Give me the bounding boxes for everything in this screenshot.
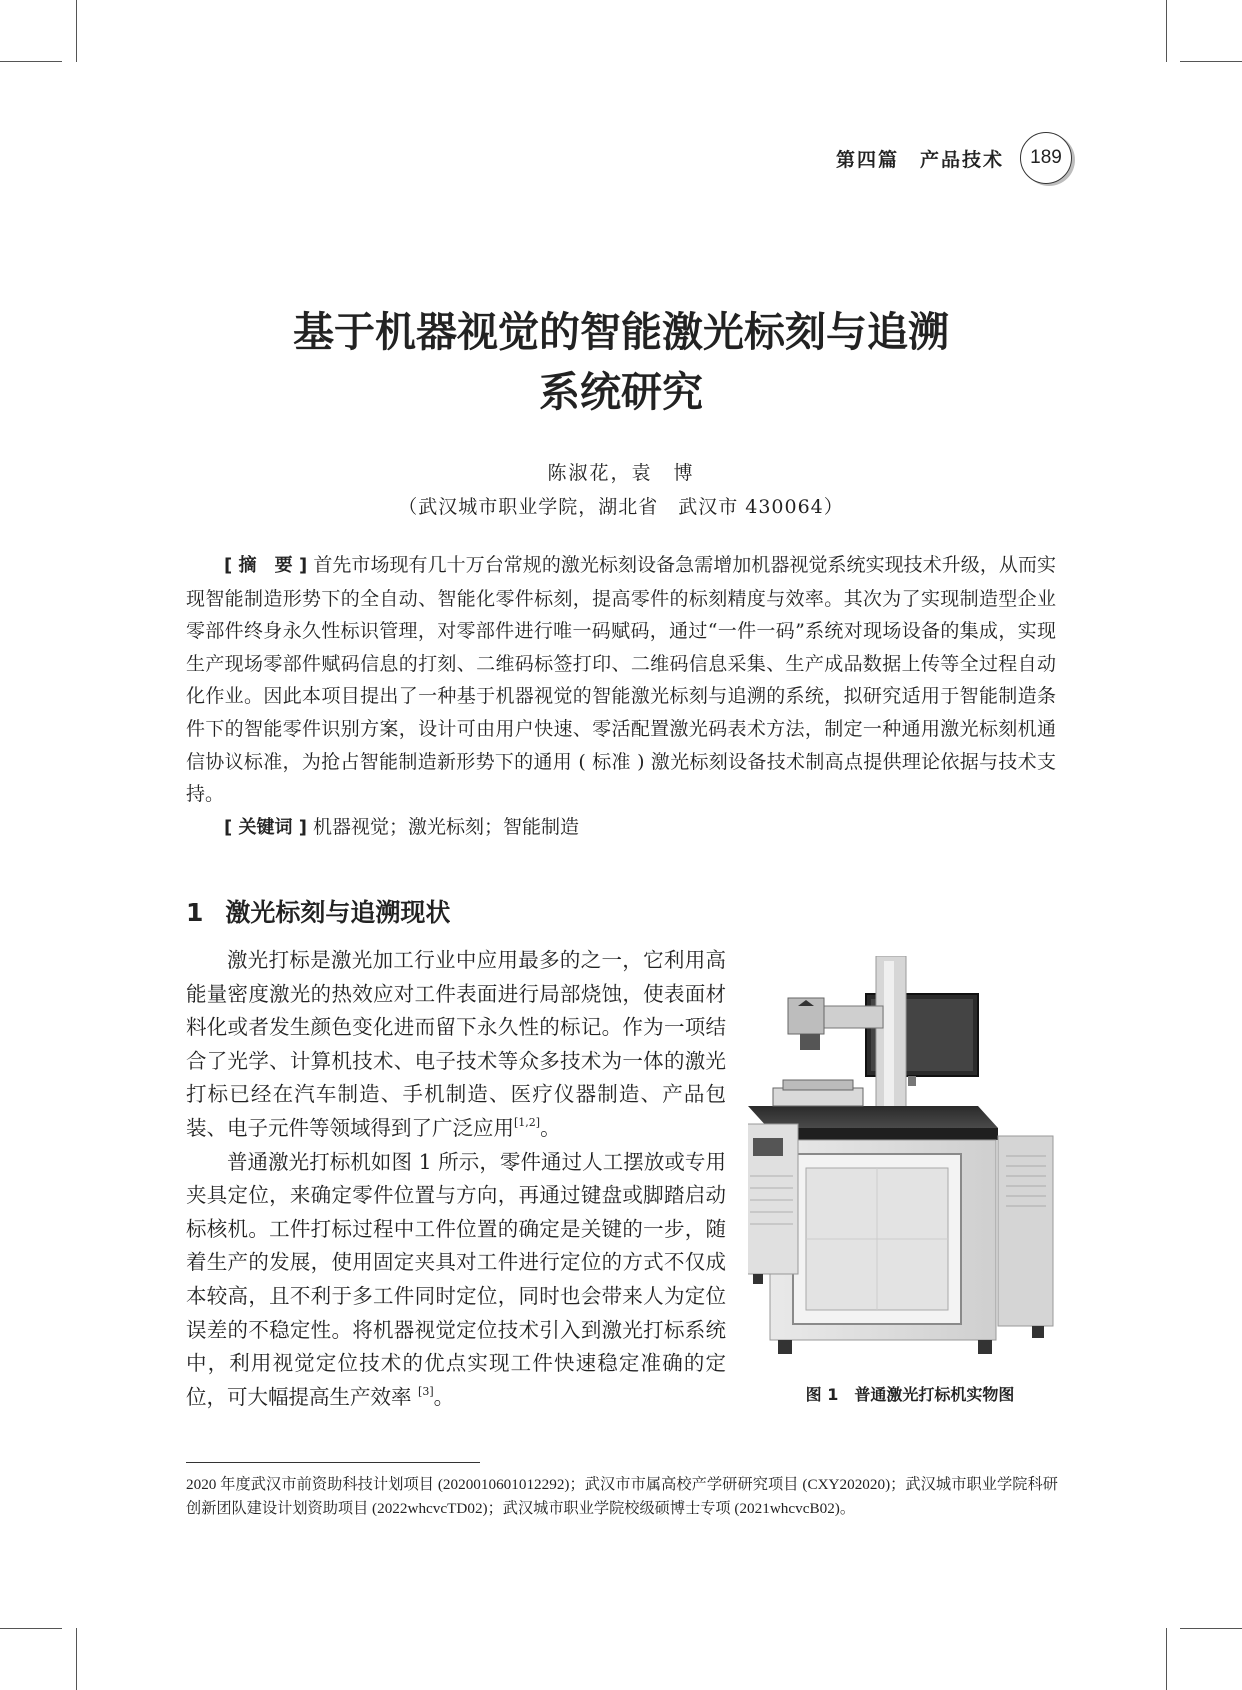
crop-mark bbox=[1180, 61, 1242, 62]
title-line-2: 系统研究 bbox=[539, 368, 703, 416]
abstract-label: [ 摘 要 ] bbox=[224, 555, 308, 576]
paragraph-end: 。 bbox=[540, 1115, 561, 1140]
running-header bbox=[836, 138, 1072, 178]
figure-1-image bbox=[748, 956, 1070, 1366]
authors: 陈淑花，袁 博 bbox=[547, 462, 695, 484]
paragraph-text: 普通激光打标机如图 1 所示，零件通过人工摆放或专用夹具定位，来确定零件位置与方向，再通过键盘或脚踏启动标核机。工件打标过程中工件位置的确定是关键的一步，随着生产的发展，使用固定夹具对工件进行定位的方式不仅成本较高，且不利于多工件同时定位，同时也会带来人为定位误差的不稳定性。将机器视觉定位技术引入到激光打标系统中，利用视觉定位技术的优点实现工件快速稳定准确的定位，可大幅提高生产效率 bbox=[186, 1149, 726, 1409]
abstract bbox=[186, 549, 1056, 844]
section-heading bbox=[186, 893, 450, 929]
section-title: 激光标刻与追溯现状 bbox=[225, 898, 451, 927]
citation: [1,2] bbox=[514, 1115, 541, 1129]
abstract-paragraph bbox=[186, 549, 1056, 811]
body-paragraph-1 bbox=[186, 944, 726, 1146]
paragraph-end: 。 bbox=[433, 1384, 455, 1409]
crop-mark bbox=[76, 0, 77, 62]
laser-marking-machine-illustration bbox=[748, 956, 1070, 1366]
keywords-paragraph bbox=[186, 811, 1056, 845]
paragraph-text: 激光打标是激光加工行业中应用最多的之一，它利用高能量密度激光的热效应对工件表面进行局部烧蚀，使表面材料化或者发生颜色变化进而留下永久性的标记。作为一项结合了光学、计算机技术、电子技术等众多技术为一体的激光打标已经在汽车制造、手机制造、医疗仪器制造、产品包装、电子元件等领域得到了广泛应用 bbox=[186, 948, 726, 1140]
figure-label: 图 1 bbox=[805, 1385, 839, 1404]
crop-mark bbox=[0, 61, 62, 62]
affiliation: （武汉城市职业学院，湖北省 武汉市 430064） bbox=[398, 496, 844, 518]
abstract-text: 首先市场现有几十万台常规的激光标刻设备急需增加机器视觉系统实现技术升级，从而实现智能制造形势下的全自动、智能化零件标刻，提高零件的标刻精度与效率。其次为了实现制造型企业零部件终身永久性标识管理，对零部件进行唯一码赋码，通过“一件一码”系统对现场设备的集成，实现生产现场零部件赋码信息的打刻、二维码标签打印、二维码信息采集、生产成品数据上传等全过程自动化作业。因此本项目提出了一种基于机器视觉的智能激光标刻与追溯的系统，拟研究适用于智能制造条件下的智能零件识别方案，设计可由用户快速、零活配置激光码表术方法，制定一种通用激光标刻机通信协议标准，为抢占智能制造新形势下的通用 ( 标准 ) 激光标刻设备技术制高点提供理论依据与技术支持。 bbox=[186, 554, 1056, 806]
crop-mark bbox=[1166, 1628, 1167, 1690]
figure-caption bbox=[740, 1382, 1080, 1405]
crop-mark bbox=[76, 1628, 77, 1690]
paper-title bbox=[0, 302, 1242, 422]
figure-caption-text: 普通激光打标机实物图 bbox=[854, 1385, 1015, 1404]
footnote: 2020 年度武汉市前资助科技计划项目 (2020010601012292)；武汉市市属高校产学研研究项目 (CXY202020)；武汉城市职业学院科研创新团队建设计划资助项目 (2022whcvcTD02)；武汉城市职业学院校级硕博士专项 (2021whcvcB02)。 bbox=[186, 1476, 1058, 1517]
keywords-label: [ 关键词 ] bbox=[224, 816, 307, 838]
body-paragraph-2 bbox=[186, 1146, 726, 1415]
crop-mark bbox=[1180, 1628, 1242, 1629]
crop-mark bbox=[0, 1628, 62, 1629]
crop-mark bbox=[1166, 0, 1167, 62]
body-text bbox=[186, 944, 726, 1414]
title-line-1: 基于机器视觉的智能激光标刻与追溯 bbox=[293, 308, 949, 356]
keywords-text: 机器视觉；激光标刻；智能制造 bbox=[313, 815, 580, 838]
footnote-divider bbox=[186, 1462, 480, 1463]
section-number: 1 bbox=[186, 898, 204, 927]
header-section: 第四篇 产品技术 bbox=[835, 148, 1004, 171]
citation: [3] bbox=[418, 1384, 434, 1398]
page-number: 189 bbox=[1020, 132, 1072, 184]
